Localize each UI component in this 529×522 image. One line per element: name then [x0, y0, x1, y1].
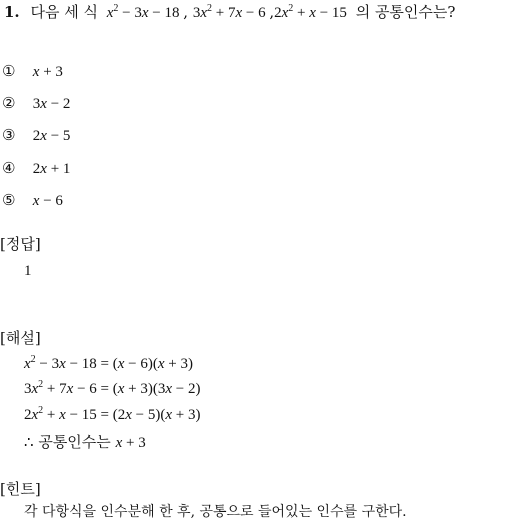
explanation-line-3: $2x^2 + x - 15 = (2x - 5)(x + 3)$ — [24, 405, 201, 423]
choice-4 — [2, 158, 70, 179]
choice-expr-2: 3x − 2 — [32, 96, 71, 112]
explanation-line-1: $x^2 - 3x - 18 = (x - 6)(x + 3)$ — [24, 354, 193, 372]
hint-text: 각 다항식을 인수분해 한 후, 공통으로 들어있는 인수를 구한다. — [24, 504, 407, 520]
question-text-prefix: 다음 세 식 — [30, 3, 98, 21]
question-text-suffix: 의 공통인수는? — [355, 3, 456, 21]
answer-label: [정답] — [0, 235, 41, 253]
choice-expr-4: 2x + 1 — [32, 161, 71, 177]
explanation-label: [해설] — [0, 329, 41, 347]
conclusion-text: 공통인수는 — [38, 433, 111, 451]
question-expr-3: $2x^2 + x - 15$ — [274, 3, 347, 21]
conclusion-expr: x + 3 — [115, 435, 146, 451]
choice-marker-5: ⑤ — [2, 191, 16, 209]
choice-marker-2: ② — [2, 94, 16, 112]
choice-expr-1: x + 3 — [32, 64, 63, 80]
question-expr-1: $x^2 - 3x - 18$ — [106, 3, 184, 21]
explanation-conclusion — [24, 432, 146, 453]
question-line — [4, 2, 455, 23]
choice-1 — [2, 61, 63, 82]
choice-marker-3: ③ — [2, 126, 16, 144]
answer-value: 1 — [24, 263, 32, 279]
question-separator-2: , — [269, 3, 275, 21]
choice-marker-1: ① — [2, 62, 16, 80]
therefore-symbol: ∴ — [24, 435, 34, 451]
question-separator-1: , — [183, 3, 193, 21]
hint-label: [힌트] — [0, 480, 41, 498]
choice-marker-4: ④ — [2, 159, 16, 177]
choice-expr-3: 2x − 5 — [32, 128, 71, 144]
explanation-line-2: $3x^2 + 7x - 6 = (x + 3)(3x - 2)$ — [24, 379, 201, 397]
question-expr-2: $3x^2 + 7x - 6$ — [192, 3, 270, 21]
question-number: 1. — [4, 3, 20, 21]
choice-5 — [2, 190, 63, 211]
choice-3 — [2, 125, 70, 146]
choice-2 — [2, 93, 70, 114]
choice-expr-5: x − 6 — [32, 193, 63, 209]
